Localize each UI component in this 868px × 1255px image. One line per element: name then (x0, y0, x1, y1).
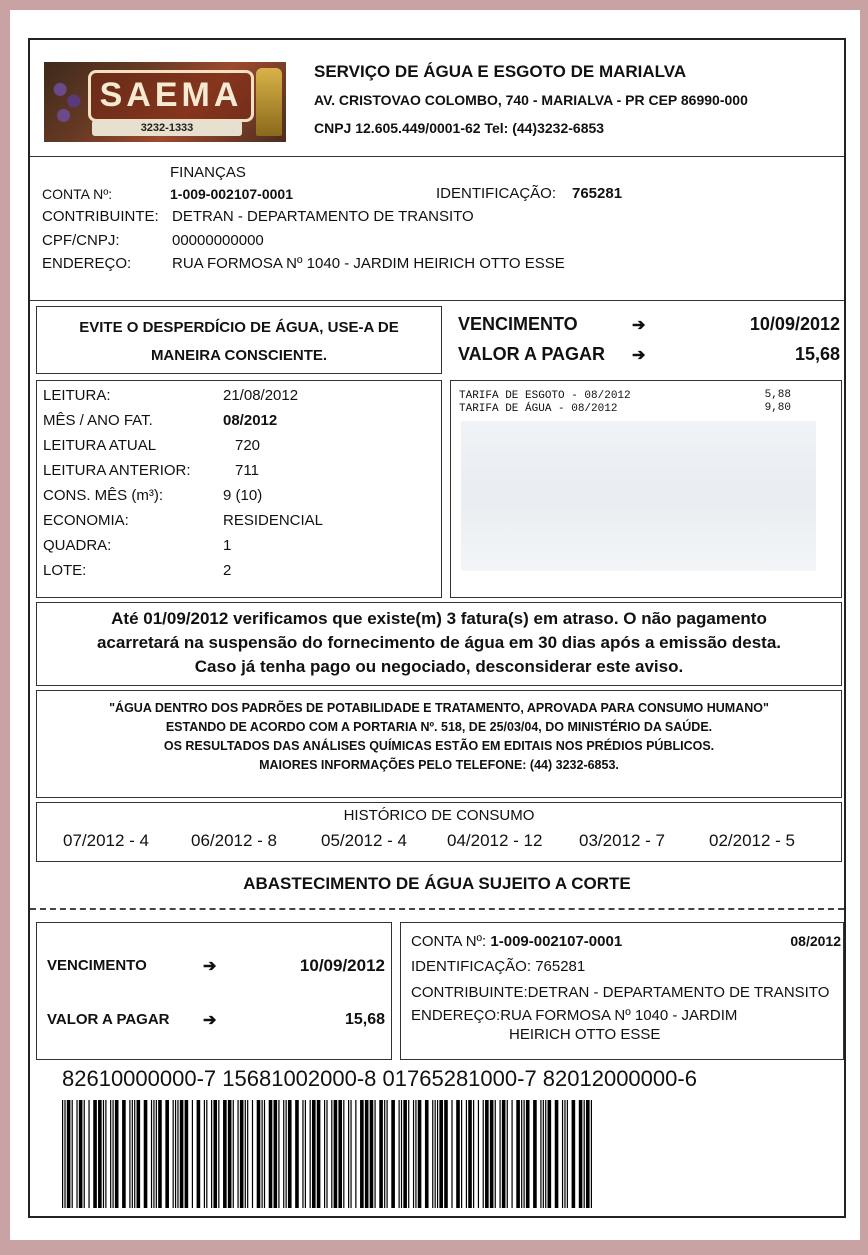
conta-label: CONTA Nº: (42, 186, 113, 202)
quality-line-3: OS RESULTADOS DAS ANÁLISES QUÍMICAS ESTÃO EM EDITAIS NOS PRÉDIOS PÚBLICOS. (163, 739, 715, 753)
stub-endereco-row (411, 1007, 737, 1024)
history-item: 04/2012 - 12 (447, 831, 543, 850)
reading-value: 2 (223, 562, 232, 579)
ident-label: IDENTIFICAÇÃO: (436, 185, 557, 202)
ident-value: 765281 (572, 185, 623, 202)
notice-line-1: EVITE O DESPERDÍCIO DE ÁGUA, USE-A DE (79, 319, 399, 336)
cpf-label: CPF/CNPJ: (42, 232, 120, 249)
contrib-value: DETRAN - DEPARTAMENTO DE TRANSITO (172, 208, 474, 225)
cpf-value: 00000000000 (172, 232, 264, 249)
vencimento-label: VENCIMENTO (458, 314, 578, 334)
reading-label: LEITURA ANTERIOR: (43, 462, 191, 479)
reading-value: 711 (235, 462, 259, 479)
tariff-row (459, 390, 631, 402)
stub-period: 08/2012 (790, 933, 841, 949)
payment-summary (454, 306, 844, 374)
stub-conta-label: CONTA Nº: (411, 933, 487, 950)
reading-label: CONS. MÊS (m³): (43, 487, 163, 504)
notice-line-2: MANEIRA CONSCIENTE. (150, 347, 328, 364)
valor-label: VALOR A PAGAR (458, 344, 605, 364)
stub-contrib-row (411, 984, 829, 1001)
history-item: 02/2012 - 5 (709, 831, 796, 850)
service-name: SERVIÇO DE ÁGUA E ESGOTO DE MARIALVA (314, 62, 687, 81)
barcode-number: 82610000000-7 15681002000-8 01765281000-7 82012000000-6 (62, 1066, 697, 1091)
arrow-right-icon: ➔ (632, 347, 646, 364)
stub-endereco-line-2: HEIRICH OTTO ESSE (509, 1026, 661, 1043)
logo-phone: 3232-1333 (92, 120, 242, 136)
reading-label: LEITURA ATUAL (43, 437, 157, 454)
reading-label: QUADRA: (43, 537, 112, 554)
tariff-value: 5,88 (764, 389, 791, 401)
stub-ident-label: IDENTIFICAÇÃO: (411, 958, 532, 975)
reading-label: ECONOMIA: (43, 512, 129, 529)
reading-value: 720 (235, 437, 261, 454)
reading-value: 08/2012 (223, 412, 278, 429)
reading-value: 1 (223, 537, 232, 554)
stub-ident-value: 765281 (535, 958, 586, 975)
overdue-warning (36, 602, 842, 686)
quality-line-4: MAIORES INFORMAÇÕES PELO TELEFONE: (44) 3232-6853. (259, 758, 619, 772)
consumption-history (36, 802, 842, 862)
quality-line-1: "ÁGUA DENTRO DOS PADRÕES DE POTABILIDADE E TRATAMENTO, APROVADA PARA CONSUMO HUMANO" (109, 701, 769, 715)
stub-ident-row (411, 958, 585, 975)
history-item: 03/2012 - 7 (579, 831, 666, 850)
quality-line-2: ESTANDO DE ACORDO COM A PORTARIA Nº. 518, DE 25/03/04, DO MINISTÉRIO DA SAÚDE. (165, 720, 713, 734)
reading-label: MÊS / ANO FAT. (43, 412, 153, 429)
overdue-line-1: Até 01/09/2012 verificamos que existe(m) 3 fatura(s) em atraso. O não pagamento (111, 609, 767, 628)
reading-value: RESIDENCIAL (223, 512, 324, 529)
stub-conta-value: 1-009-002107-0001 (490, 933, 623, 950)
history-item: 07/2012 - 4 (63, 831, 150, 850)
reading-label: LOTE: (43, 562, 87, 579)
endereco-value: RUA FORMOSA Nº 1040 - JARDIM HEIRICH OTTO ESSE (172, 255, 565, 272)
stub-vencimento-label: VENCIMENTO (47, 957, 147, 974)
cut-warning: ABASTECIMENTO DE ÁGUA SUJEITO A CORTE (243, 874, 631, 893)
reading-label: LEITURA: (43, 387, 111, 404)
arrow-right-icon: ➔ (203, 1012, 217, 1029)
tariff-row (459, 403, 617, 415)
tariff-label: TARIFA DE ESGOTO - 08/2012 (459, 390, 631, 402)
arrow-right-icon: ➔ (632, 317, 646, 334)
overdue-line-3: Caso já tenha pago ou negociado, desconsiderar este aviso. (194, 657, 684, 676)
conscious-use-notice (36, 306, 442, 374)
valor-value: 15,68 (794, 344, 840, 364)
logo-watermark (461, 421, 816, 571)
history-title: HISTÓRICO DE CONSUMO (343, 807, 535, 824)
water-bill (28, 38, 846, 1218)
tariff-label: TARIFA DE ÁGUA - 08/2012 (459, 403, 618, 415)
tariff-value: 9,80 (764, 402, 791, 414)
arrow-right-icon: ➔ (203, 958, 217, 975)
history-item: 05/2012 - 4 (321, 831, 408, 850)
stub-endereco-line-1: RUA FORMOSA Nº 1040 - JARDIM (500, 1007, 738, 1024)
endereco-label: ENDEREÇO: (42, 255, 132, 272)
service-address: AV. CRISTOVAO COLOMBO, 740 - MARIALVA - PR CEP 86990-000 (314, 92, 748, 108)
stub-conta-row (411, 933, 622, 950)
stub-account-box (400, 922, 844, 1060)
water-quality-notice (36, 690, 842, 798)
valve-icon (256, 68, 282, 136)
grapes-icon (50, 72, 84, 130)
stub-valor-value: 15,68 (344, 1011, 385, 1028)
stub-contrib-value: DETRAN - DEPARTAMENTO DE TRANSITO (527, 984, 830, 1001)
stub-vencimento-value: 10/09/2012 (299, 956, 385, 975)
account-section (30, 158, 844, 301)
service-cnpj: CNPJ 12.605.449/0001-62 Tel: (44)3232-6853 (314, 120, 605, 136)
stub-endereco-label: ENDEREÇO: (411, 1007, 501, 1024)
stub-valor-label: VALOR A PAGAR (47, 1011, 170, 1028)
saema-logo (44, 62, 286, 142)
department-label: FINANÇAS (170, 164, 246, 181)
tariff-box (450, 380, 842, 598)
conta-value: 1-009-002107-0001 (170, 186, 293, 202)
stub-payment-box (36, 922, 392, 1060)
meter-reading-box (36, 380, 442, 598)
reading-value: 9 (10) (223, 487, 263, 504)
overdue-line-2: acarretará na suspensão do fornecimento de água em 30 dias após a emissão desta. (96, 633, 782, 652)
history-item: 06/2012 - 8 (191, 831, 278, 850)
vencimento-value: 10/09/2012 (749, 314, 840, 334)
bill-header (30, 40, 844, 157)
logo-wordmark: SAEMA (88, 70, 254, 122)
contrib-label: CONTRIBUINTE: (42, 208, 159, 225)
barcode (62, 1100, 592, 1208)
tear-line (30, 908, 844, 910)
reading-value: 21/08/2012 (223, 387, 299, 404)
stub-contrib-label: CONTRIBUINTE: (411, 984, 528, 1001)
